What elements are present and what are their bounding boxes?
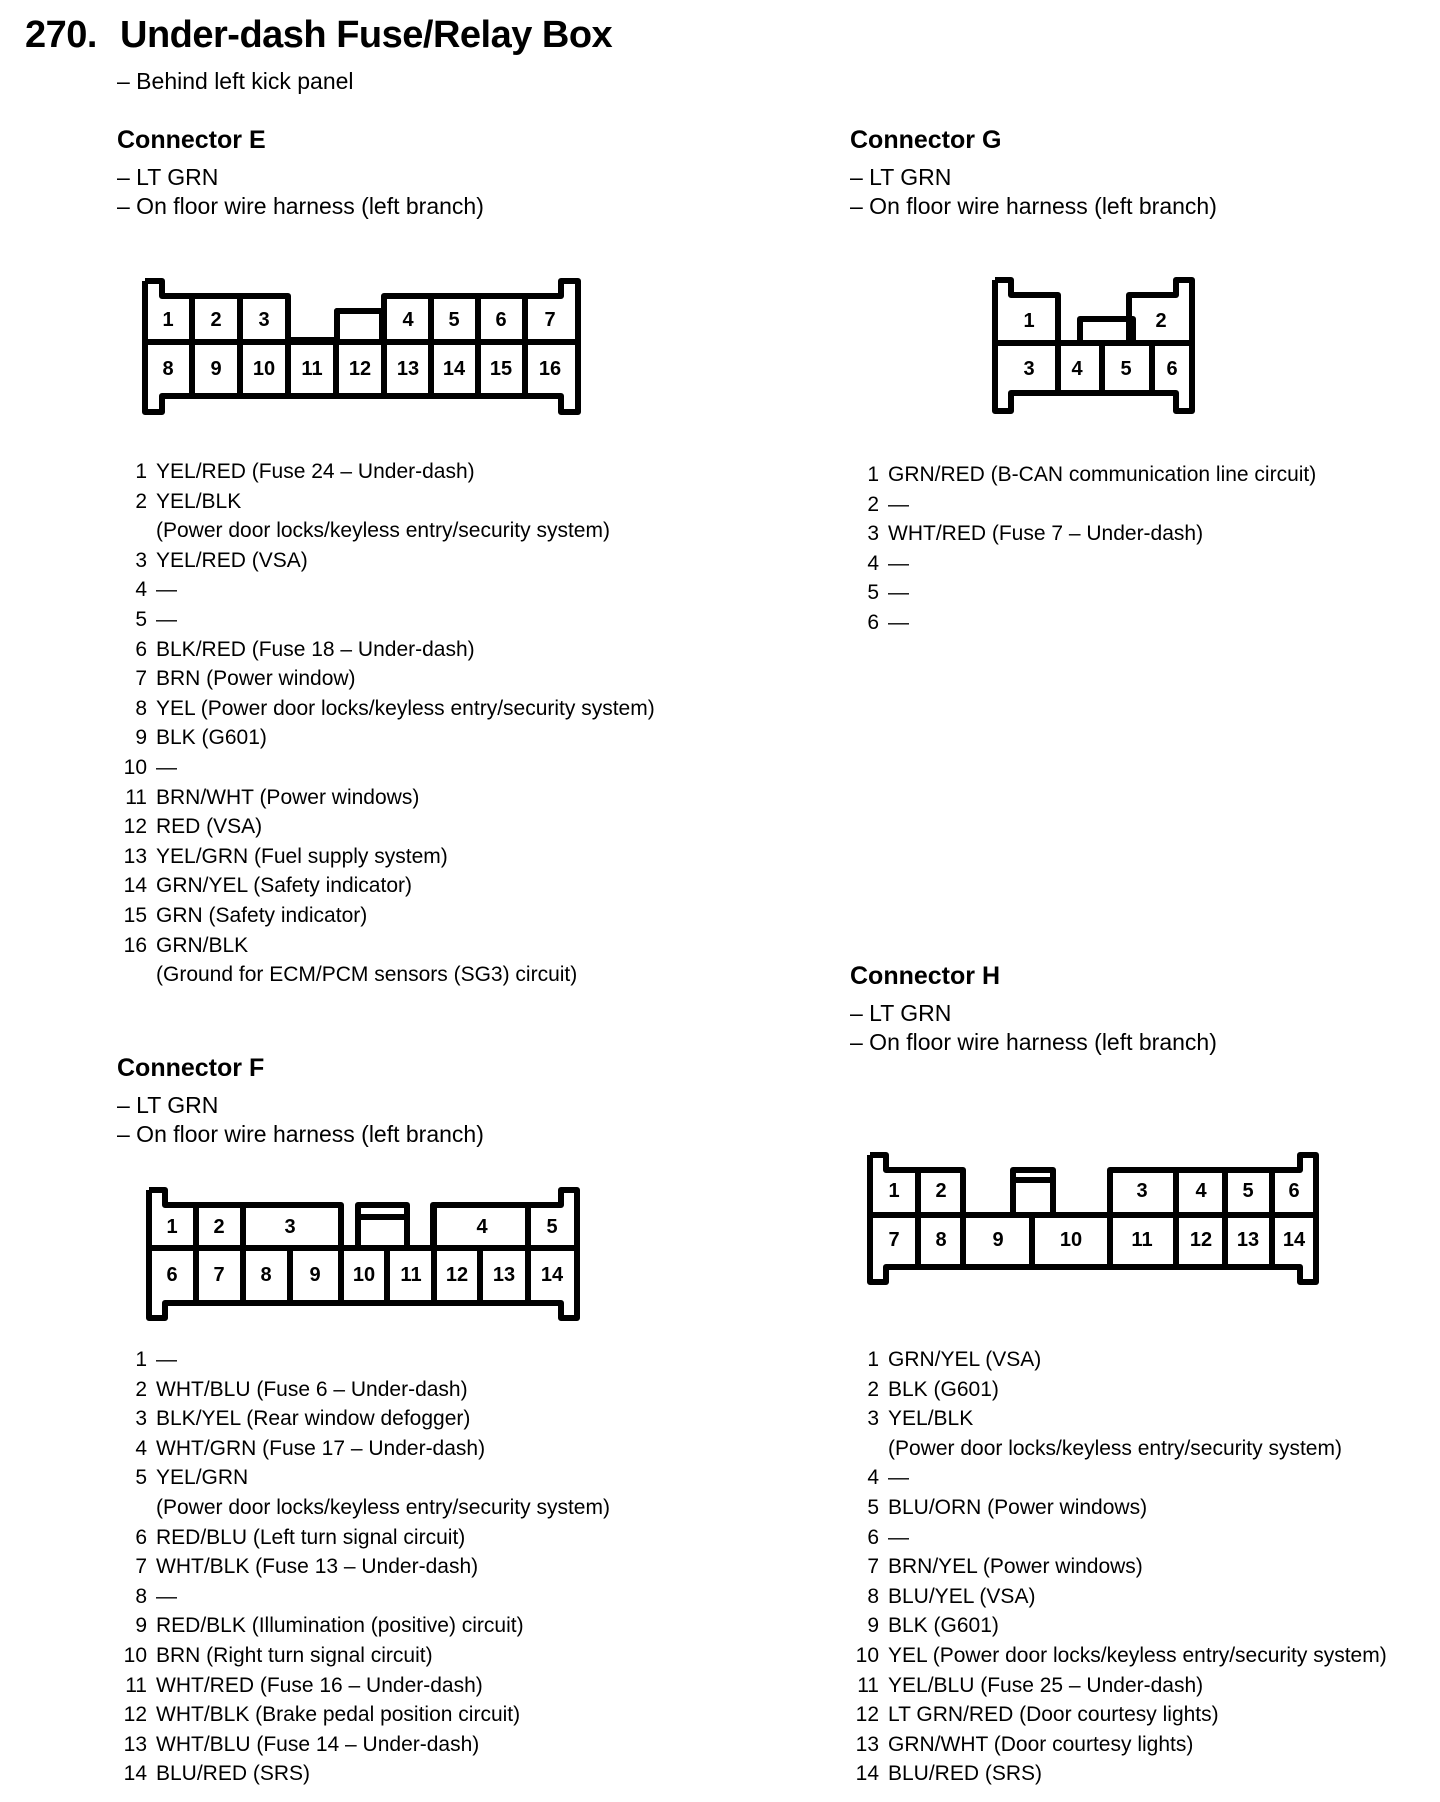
- pin-row: 3 YEL/BLK (Power door locks/keyless entry/security system): [867, 1407, 1342, 1460]
- cavity-label: 9: [992, 1229, 1004, 1251]
- connector-f-color: – LT GRN: [117, 1092, 219, 1118]
- pin-row: 3 BLK/YEL (Rear window defogger): [135, 1407, 471, 1431]
- cavity-label: 10: [252, 358, 276, 380]
- pin-row: 2 —: [867, 492, 909, 516]
- cavity-label: 14: [540, 1264, 564, 1286]
- pin-row: 1 —: [135, 1348, 177, 1371]
- cavity-label: 11: [400, 1264, 422, 1286]
- pin-row: 2 BLK (G601): [867, 1377, 999, 1401]
- pin-row: 6 —: [867, 1525, 909, 1549]
- cavity-label: 8: [162, 358, 174, 380]
- cavity-label: 11: [1131, 1229, 1153, 1251]
- pin-row: 1 GRN/RED (B-CAN communication line circuit): [867, 463, 1317, 486]
- pin-row: 14 BLU/RED (SRS): [855, 1762, 1043, 1786]
- cavity-label: 12: [348, 358, 372, 380]
- cavity-label: 14: [442, 358, 466, 380]
- pin-row: 5 —: [867, 581, 909, 605]
- connector-e-heading: Connector E: [117, 126, 266, 154]
- pin-row: 4 WHT/GRN (Fuse 17 – Under-dash): [135, 1436, 486, 1460]
- cavity-label: 5: [1120, 358, 1132, 380]
- pin-row: 1 YEL/RED (Fuse 24 – Under-dash): [135, 460, 475, 483]
- pin-row: 1 GRN/YEL (VSA): [867, 1348, 1042, 1371]
- pin-row: 10 BRN (Right turn signal circuit): [123, 1643, 433, 1667]
- pin-row: 9 BLK (G601): [867, 1614, 999, 1638]
- pin-row: 13 GRN/WHT (Door courtesy lights): [855, 1732, 1194, 1756]
- pin-row: 11 WHT/RED (Fuse 16 – Under-dash): [125, 1673, 483, 1697]
- pin-row: 5 —: [135, 607, 177, 631]
- pin-row: 14 BLU/RED (SRS): [123, 1762, 311, 1786]
- cavity-label: 15: [489, 358, 513, 380]
- pin-row: 7 BRN (Power window): [135, 667, 356, 691]
- pin-row: 15 GRN (Safety indicator): [123, 903, 368, 927]
- pin-row: 6 —: [867, 610, 909, 634]
- pin-row: 4 —: [867, 1466, 909, 1490]
- cavity-label: 9: [210, 358, 222, 380]
- connector-e-diagram: [140, 276, 586, 418]
- cavity-label: 5: [448, 309, 460, 331]
- pin-row: 12 LT GRN/RED (Door courtesy lights): [855, 1703, 1219, 1727]
- cavity-label: 9: [309, 1264, 321, 1286]
- cavity-label: 16: [538, 358, 562, 380]
- cavity-label: 5: [1242, 1180, 1254, 1202]
- pin-row: 13 YEL/GRN (Fuel supply system): [123, 844, 448, 868]
- connector-e-color: – LT GRN: [117, 164, 219, 190]
- pin-row: 5 YEL/GRN (Power door locks/keyless entry/security system): [135, 1466, 610, 1519]
- cavity-label: 2: [210, 309, 222, 331]
- connector-f-heading: Connector F: [117, 1054, 265, 1082]
- connector-g-harness: – On floor wire harness (left branch): [850, 193, 1217, 219]
- pin-row: 7 WHT/BLK (Fuse 13 – Under-dash): [135, 1555, 479, 1579]
- pin-row: 8 BLU/YEL (VSA): [867, 1584, 1036, 1608]
- cavity-label: 1: [162, 309, 174, 331]
- cavity-label: 3: [1136, 1180, 1148, 1202]
- cavity-label: 4: [402, 309, 414, 331]
- connector-h-diagram: [866, 1151, 1322, 1287]
- cavity-label: 2: [213, 1216, 225, 1238]
- pin-row: 4 —: [135, 578, 177, 602]
- pin-row: 9 RED/BLK (Illumination (positive) circuit): [135, 1614, 524, 1638]
- connector-g-heading: Connector G: [850, 126, 1002, 154]
- cavity-label: 6: [166, 1264, 178, 1286]
- connector-h-pin-list: [849, 1345, 1387, 1789]
- pin-row: 6 RED/BLU (Left turn signal circuit): [135, 1525, 466, 1549]
- location-note: – Behind left kick panel: [117, 68, 354, 94]
- pin-row: 12 WHT/BLK (Brake pedal position circuit): [123, 1703, 521, 1727]
- cavity-label: 10: [1059, 1229, 1083, 1251]
- cavity-label: 2: [1155, 310, 1167, 332]
- pin-row: 4 —: [867, 551, 909, 575]
- cavity-label: 5: [546, 1216, 558, 1238]
- pin-row: 2 YEL/BLK (Power door locks/keyless entry/security system): [135, 489, 610, 543]
- pin-row: 3 WHT/RED (Fuse 7 – Under-dash): [867, 522, 1204, 546]
- connector-h-color: – LT GRN: [850, 1000, 952, 1026]
- connector-g-pin-list: [849, 460, 1316, 638]
- cavity-label: 1: [166, 1216, 178, 1238]
- connector-g-color: – LT GRN: [850, 164, 952, 190]
- cavity-label: 12: [445, 1264, 469, 1286]
- pin-row: 5 BLU/ORN (Power windows): [867, 1495, 1148, 1519]
- pin-row: 12 RED (VSA): [123, 815, 263, 839]
- cavity-label: 13: [396, 358, 420, 380]
- section-title: Under-dash Fuse/Relay Box: [120, 14, 613, 56]
- cavity-label: 4: [1071, 358, 1083, 380]
- pin-row: 6 BLK/RED (Fuse 18 – Under-dash): [135, 637, 475, 661]
- cavity-label: 1: [888, 1180, 900, 1202]
- pin-row: 10 YEL (Power door locks/keyless entry/security system): [855, 1643, 1387, 1667]
- cavity-label: 6: [495, 309, 507, 331]
- cavity-label: 13: [492, 1264, 516, 1286]
- connector-h-harness: – On floor wire harness (left branch): [850, 1029, 1217, 1055]
- pin-row: 13 WHT/BLU (Fuse 14 – Under-dash): [123, 1732, 480, 1756]
- cavity-label: 8: [260, 1264, 272, 1286]
- cavity-label: 4: [476, 1216, 488, 1238]
- cavity-label: 8: [935, 1229, 947, 1251]
- cavity-label: 11: [301, 358, 323, 380]
- cavity-label: 14: [1282, 1229, 1306, 1251]
- cavity-label: 7: [888, 1229, 900, 1251]
- cavity-label: 13: [1236, 1229, 1260, 1251]
- pin-row: 11 YEL/BLU (Fuse 25 – Under-dash): [857, 1673, 1204, 1697]
- cavity-label: 7: [213, 1264, 225, 1286]
- pin-row: 9 BLK (G601): [135, 726, 267, 750]
- connector-g-diagram: [991, 276, 1197, 416]
- pin-row: 7 BRN/YEL (Power windows): [867, 1555, 1143, 1579]
- pin-row: 8 YEL (Power door locks/keyless entry/security system): [135, 696, 655, 720]
- pin-row: 8 —: [135, 1584, 177, 1608]
- page-title: [25, 14, 612, 57]
- cavity-label: 10: [352, 1264, 376, 1286]
- connector-f-harness: – On floor wire harness (left branch): [117, 1121, 484, 1147]
- cavity-label: 3: [1023, 358, 1035, 380]
- pin-row: 10 —: [123, 755, 177, 779]
- cavity-label: 6: [1166, 358, 1178, 380]
- cavity-label: 2: [935, 1180, 947, 1202]
- cavity-label: 4: [1195, 1180, 1207, 1202]
- connector-f-diagram: [145, 1186, 581, 1324]
- cavity-label: 7: [544, 309, 556, 331]
- connector-h-heading: Connector H: [850, 962, 1000, 990]
- cavity-label: 12: [1189, 1229, 1213, 1251]
- cavity-label: 3: [258, 309, 270, 331]
- connector-e-pin-list: [117, 457, 655, 990]
- section-number: 270.: [25, 14, 97, 56]
- pin-row: 16 GRN/BLK (Ground for ECM/PCM sensors (SG3) circuit): [123, 933, 578, 987]
- pin-row: 3 YEL/RED (VSA): [135, 548, 308, 572]
- connector-f-pin-list: [117, 1345, 610, 1789]
- cavity-label: 6: [1288, 1180, 1300, 1202]
- connector-e-outline: [145, 281, 578, 412]
- pin-row: 2 WHT/BLU (Fuse 6 – Under-dash): [135, 1377, 468, 1401]
- pin-row: 14 GRN/YEL (Safety indicator): [123, 874, 412, 898]
- pin-row: 11 BRN/WHT (Power windows): [125, 785, 420, 809]
- cavity-label: 1: [1023, 310, 1035, 332]
- connector-e-harness: – On floor wire harness (left branch): [117, 193, 484, 219]
- cavity-label: 3: [284, 1216, 296, 1238]
